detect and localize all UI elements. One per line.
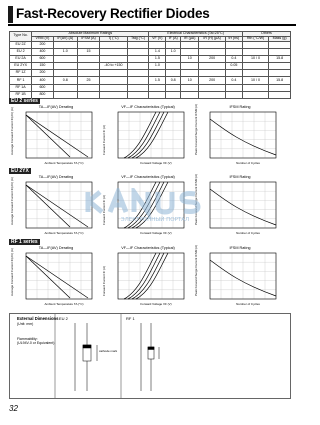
spec-cell (77, 70, 99, 77)
graph-title: VF—IF Characteristics (Typical) (121, 175, 175, 179)
spec-cell (53, 55, 77, 62)
spec-cell (127, 48, 149, 55)
graph-title: VF—IF Characteristics (Typical) (121, 105, 175, 109)
spec-cell (127, 63, 149, 70)
spec-cell (53, 41, 77, 48)
spec-cell: 1.4 (149, 48, 166, 55)
spec-cell: 0.8 (53, 77, 77, 84)
spec-cell (127, 41, 149, 48)
graph-plot (24, 111, 96, 159)
spec-cell (225, 70, 242, 77)
spec-cell (242, 70, 268, 77)
spec-cell (53, 70, 77, 77)
spec-cell-type: RF 1Z (10, 70, 32, 77)
spec-cell (181, 41, 199, 48)
col-tj: Tj (°C) (100, 36, 128, 41)
spec-cell (77, 91, 99, 98)
spec-cell (199, 63, 225, 70)
y-axis-label: Peak Forward Surge Current IFSM (A) (194, 103, 198, 155)
spec-cell-type: EU 2Z (10, 41, 32, 48)
graph-title: IFSM Rating (229, 246, 251, 250)
spec-cell (77, 84, 99, 91)
title-accent-bar (8, 6, 13, 23)
graph-plot (24, 252, 96, 300)
spec-cell (269, 63, 291, 70)
graph-title: TA—IF(AV) Derating (38, 105, 74, 109)
spec-table (9, 31, 291, 99)
graph-g2 (102, 105, 188, 167)
spec-cell (77, 41, 99, 48)
spec-cell (166, 55, 181, 62)
spec-cell: 1.5 (149, 77, 166, 84)
spec-cell: 15 (77, 48, 99, 55)
title-rule (8, 24, 296, 26)
graph-plot (208, 252, 280, 300)
graph-g3 (194, 244, 280, 308)
dims-unit: (Unit: mm) (17, 322, 34, 326)
col-tstg: Tstg (°C) (127, 36, 149, 41)
col-ifav: IF(AV) (A) (53, 36, 77, 41)
spec-cell (199, 48, 225, 55)
spec-row (10, 63, 291, 70)
spec-cell: 200 (32, 41, 53, 48)
col-rth: Rth (°C/W) (242, 36, 268, 41)
series-tag-eu2yx: EU 2YX (11, 168, 29, 174)
spec-cell (269, 48, 291, 55)
spec-cell: 10 (181, 77, 199, 84)
col-irh: IR (H) (µA) (199, 36, 225, 41)
spec-cell: 1.0 (53, 48, 77, 55)
col-ir: IR (µA) (181, 36, 199, 41)
spec-row (10, 77, 291, 84)
spec-cell (269, 84, 291, 91)
x-axis-label: Ambient Temperature TA (°C) (44, 231, 84, 235)
page-title-bar (8, 6, 296, 26)
y-axis-label: Forward Current IF (A) (102, 265, 106, 296)
spec-cell (127, 70, 149, 77)
spec-cell (166, 70, 181, 77)
spec-cell-type: EU 2 (10, 48, 32, 55)
spec-cell (127, 55, 149, 62)
cathode-mark-label: cathode mark (99, 349, 118, 353)
spec-cell (100, 84, 128, 91)
spec-cell: 0.4 (225, 55, 242, 62)
spec-cell (53, 63, 77, 70)
spec-cell (181, 91, 199, 98)
spec-cell: 1.0 (166, 48, 181, 55)
spec-cell (166, 84, 181, 91)
package-a-drawing (75, 323, 97, 391)
graph-g3 (194, 103, 280, 167)
spec-cell (149, 84, 166, 91)
spec-cell: 15.8 (269, 77, 291, 84)
spec-cell: 150 (32, 63, 53, 70)
graph-plot (116, 252, 188, 300)
spec-cell (149, 41, 166, 48)
spec-cell (100, 70, 128, 77)
spec-cell (242, 84, 268, 91)
spec-cell (199, 84, 225, 91)
y-axis-label: Peak Forward Surge Current IFSM (A) (194, 244, 198, 296)
spec-cell: 1.0 (149, 63, 166, 70)
spec-cell (181, 84, 199, 91)
spec-table-body (10, 41, 291, 99)
y-axis-label: Average Forward Current IF(AV) (A) (10, 248, 14, 296)
spec-cell: 200 (199, 77, 225, 84)
spec-cell (199, 41, 225, 48)
spec-cell (100, 77, 128, 84)
dims-header: External Dimensions (17, 316, 59, 321)
graph-title: IFSM Rating (229, 175, 251, 179)
graph-title: IFSM Rating (229, 105, 251, 109)
spec-cell-type: RF 1A (10, 84, 32, 91)
series-tag-rf1: RF 1 series (11, 239, 38, 245)
spec-cell (225, 41, 242, 48)
y-axis-label: Forward Current IF (A) (102, 194, 106, 225)
spec-cell (166, 41, 181, 48)
spec-cell: -40 to +150 (100, 63, 128, 70)
spec-cell (166, 63, 181, 70)
graph-plot (116, 111, 188, 159)
spec-cell-type: EU 2A (10, 55, 32, 62)
x-axis-label: Number of Cycles (236, 161, 260, 165)
spec-row (10, 48, 291, 55)
graph-plot (208, 111, 280, 159)
graph-g1 (10, 246, 96, 308)
spec-cell: 600 (32, 55, 53, 62)
x-axis-label: Number of Cycles (236, 302, 260, 306)
spec-cell (225, 84, 242, 91)
graph-title: TA—IF(AV) Derating (38, 175, 74, 179)
spec-cell (242, 91, 268, 98)
spec-cell (225, 91, 242, 98)
spec-cell-type: EU 2YX (10, 63, 32, 70)
spec-cell (181, 48, 199, 55)
external-dimensions (9, 313, 291, 399)
x-axis-label: Number of Cycles (236, 231, 260, 235)
spec-cell: 400 (32, 77, 53, 84)
spec-cell: 200 (199, 55, 225, 62)
graph-title: TA—IF(AV) Derating (38, 246, 74, 250)
spec-cell: 800 (32, 91, 53, 98)
col-ifsm: IFSM (A) (77, 36, 99, 41)
spec-cell: 1.5 (149, 55, 166, 62)
spec-cell (149, 91, 166, 98)
y-axis-label: Forward Current IF (A) (102, 124, 106, 155)
graph-title: VF—IF Characteristics (Typical) (121, 246, 175, 250)
spec-row (10, 91, 291, 98)
series-tag-eu2: EU 2 series (11, 98, 38, 104)
spec-cell (100, 41, 128, 48)
group-abs-max: Absolute Maximum Ratings (32, 32, 149, 37)
spec-cell (127, 77, 149, 84)
col-vf: VF (V) (149, 36, 166, 41)
watermark-text: ЭЛЕКТРОННЫЙ ПОРТАЛ (120, 217, 190, 223)
spec-cell-type: RF 1B (10, 91, 32, 98)
spec-cell: 10 (181, 55, 199, 62)
spec-cell (53, 91, 77, 98)
spec-cell (127, 84, 149, 91)
spec-cell (269, 91, 291, 98)
spec-cell (242, 41, 268, 48)
spec-cell (225, 48, 242, 55)
col-trr: trr (ns) (225, 36, 242, 41)
y-axis-label: Average Forward Current IF(AV) (A) (10, 107, 14, 155)
spec-cell (77, 63, 99, 70)
spec-cell: 0.05 (225, 63, 242, 70)
spec-cell: 25 (77, 77, 99, 84)
spec-cell: 600 (32, 84, 53, 91)
x-axis-label: Forward Voltage VF (V) (140, 161, 172, 165)
spec-cell: 0.8 (166, 77, 181, 84)
spec-cell (181, 63, 199, 70)
spec-cell (100, 91, 128, 98)
spec-cell (269, 41, 291, 48)
spec-cell: 0.4 (225, 77, 242, 84)
spec-cell: 200 (32, 70, 53, 77)
spec-cell (127, 91, 149, 98)
col-vrm: VRM (V) (32, 36, 53, 41)
spec-row (10, 84, 291, 91)
spec-cell: 10 / 0 (242, 77, 268, 84)
page-title: Fast-Recovery Rectifier Diodes (16, 6, 210, 21)
spec-cell (100, 55, 128, 62)
spec-cell (149, 70, 166, 77)
spec-row (10, 70, 291, 77)
package-b-drawing (141, 323, 159, 391)
spec-cell (199, 91, 225, 98)
dims-note (17, 337, 54, 345)
spec-row (10, 41, 291, 48)
spec-cell: 15.8 (269, 55, 291, 62)
spec-cell (166, 91, 181, 98)
watermark-logo (80, 188, 230, 224)
graph-g1 (10, 105, 96, 167)
spec-cell (242, 48, 268, 55)
spec-cell: 400 (32, 48, 53, 55)
graph-g2 (102, 246, 188, 308)
dims-note-line-1: Flammability: (17, 337, 38, 341)
package-a-label: EU 2 (59, 316, 68, 321)
group-others: Others (242, 32, 290, 37)
x-axis-label: Forward Voltage VF (V) (140, 302, 172, 306)
spec-cell (77, 55, 99, 62)
spec-cell: 10 / 0 (242, 55, 268, 62)
spec-cell (269, 70, 291, 77)
spec-cell (100, 48, 128, 55)
col-mass: Mass (g) (269, 36, 291, 41)
x-axis-label: Forward Voltage VF (V) (140, 231, 172, 235)
y-axis-label: Peak Forward Surge Current IFSM (A) (194, 173, 198, 225)
spec-cell (53, 84, 77, 91)
spec-cell (242, 63, 268, 70)
dims-note-line-2: (UL94V-0 or Equivalent) (17, 341, 55, 346)
col-if: IF (A) (166, 36, 181, 41)
group-elec: Electrical Characteristics (Ta=25°C) (149, 32, 242, 37)
spec-row (10, 55, 291, 62)
spec-cell (199, 70, 225, 77)
col-type: Type No. (10, 32, 32, 42)
package-b-label: RF 1 (126, 316, 135, 321)
spec-cell (181, 70, 199, 77)
y-axis-label: Average Forward Current IF(AV) (A) (10, 177, 14, 225)
dims-frame (9, 313, 291, 399)
page-number: 32 (9, 404, 18, 413)
spec-cell-type: RF 1 (10, 77, 32, 84)
x-axis-label: Ambient Temperature TA (°C) (44, 302, 84, 306)
x-axis-label: Ambient Temperature TA (°C) (44, 161, 84, 165)
